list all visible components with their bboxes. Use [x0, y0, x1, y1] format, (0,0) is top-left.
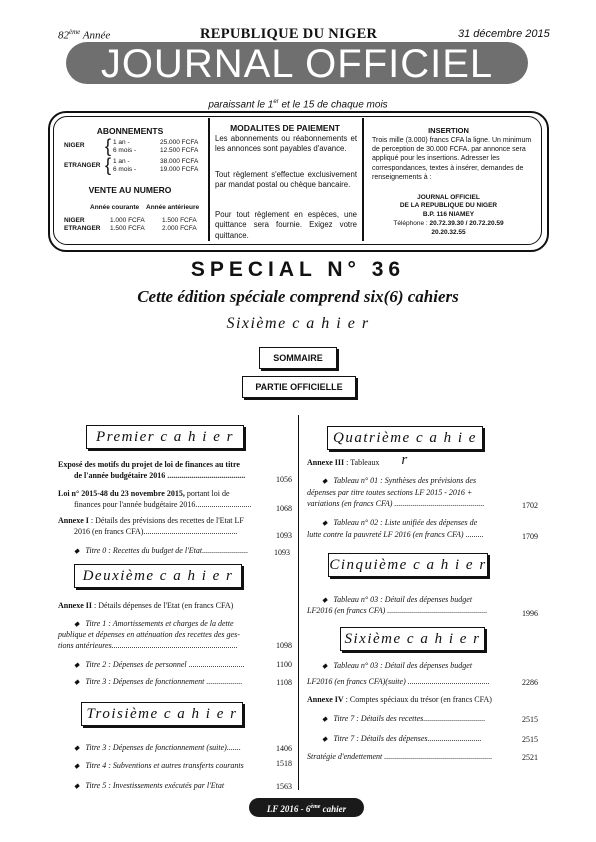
insertion-addr3: B.P. 116 NIAMEY — [422, 211, 475, 218]
brace: { — [105, 136, 112, 156]
toc-annexe4: Annexe IV : Comptes spéciaux du trésor (en francs CFA) — [307, 695, 492, 704]
journal-title: JOURNAL OFFICIEL — [100, 42, 494, 86]
vente-etr-courante: 1.500 FCFA — [110, 225, 145, 232]
abo-etr-1an-label: 1 an - — [113, 158, 130, 165]
toc-tableau3-2: LF2016 (en francs CFA) .................................................. — [307, 606, 488, 615]
frequency-line: paraissant le 1er et le 15 de chaque mois — [208, 99, 388, 111]
special-title: SPECIAL N° 36 — [190, 258, 406, 281]
vente-title: VENTE AU NUMERO — [88, 185, 172, 195]
toc-page: 1406 — [276, 744, 292, 753]
toc-page: 1108 — [276, 678, 292, 687]
toc-titre3: ◆ Titre 3 : Dépenses de fonctionnement .................. — [74, 677, 243, 686]
toc-page: 1093 — [274, 548, 290, 557]
abo-etr-1an-price: 38.000 FCFA — [160, 158, 199, 165]
toc-page: 2515 — [522, 735, 538, 744]
toc-page: 1996 — [522, 609, 538, 618]
brace: { — [105, 155, 112, 175]
abo-etr-6mois-label: 6 mois - — [113, 166, 137, 173]
insertion-addr1: JOURNAL OFFICIEL — [417, 194, 480, 201]
vente-etranger-label: ETRANGER — [64, 225, 101, 232]
toc-page: 2515 — [522, 715, 538, 724]
year-label: 82ème Année — [58, 28, 111, 42]
insertion-phone: Téléphone : 20.72.39.30 / 20.72.20.59 — [393, 220, 504, 227]
abo-niger-1an-label: 1 an - — [113, 139, 130, 146]
toc-page: 1068 — [276, 504, 292, 513]
toc-titre0: ◆ Titre 0 : Recettes du budget de l'Etat....................... — [74, 546, 249, 555]
toc-annexe2: Annexe II : Détails dépenses de l'Etat (en francs CFA) — [58, 601, 234, 610]
toc-titre1-3: tions antérieures............................................................... — [58, 641, 238, 650]
toc-loi-2: finances pour l'année budgétaire 2016............................ — [74, 500, 252, 509]
toc-tableau3: ◆ Tableau n° 03 : Détail des dépenses budget — [322, 595, 473, 604]
insertion-phone2: 20.20.32.55 — [431, 229, 466, 236]
toc-page: 2286 — [522, 678, 538, 687]
toc-page: 1563 — [276, 782, 292, 791]
republic-title: REPUBLIQUE DU NIGER — [200, 26, 378, 42]
toc-page: 1518 — [276, 759, 292, 768]
premier-cahier-box: Premier c a h i e r — [86, 425, 244, 449]
toc-page: 1093 — [276, 531, 292, 540]
info-divider-1 — [208, 118, 210, 241]
toc-titre1: ◆ Titre 1 : Amortissements et charges de la dette — [74, 619, 234, 628]
info-divider-2 — [362, 118, 364, 241]
modalites-title: MODALITES DE PAIEMENT — [230, 123, 340, 133]
vente-niger-label: NIGER — [64, 217, 85, 224]
modalites-p1: Les abonnements ou réabonnements et les annonces sont payables d'avance. — [215, 134, 357, 154]
toc-annexe1: Annexe I : Détails des prévisions des recettes de l'Etat LF — [58, 516, 244, 525]
toc-page: 1098 — [276, 641, 292, 650]
toc-strategie: Stratégie d'endettement ...................................................... — [307, 752, 493, 761]
abo-etranger-label: ETRANGER — [64, 162, 101, 169]
vente-etr-anterieure: 2.000 FCFA — [162, 225, 197, 232]
toc-titre4: ◆ Titre 4 : Subventions et autres transferts courants — [74, 761, 244, 770]
issue-date: 31 décembre 2015 — [458, 28, 550, 40]
cinquieme-cahier-box: Cinquième c a h i e r — [328, 553, 488, 577]
column-divider — [298, 415, 299, 790]
toc-titre1-2: publique et dépenses en atténuation des recettes des ges- — [58, 630, 240, 639]
toc-loi: Loi n° 2015-48 du 23 novembre 2015, portant loi de — [58, 489, 230, 498]
modalites-p2: Tout règlement s'effectue exclusivement par mandat postal ou chèque bancaire. — [215, 170, 357, 190]
cahier-subtitle: Sixième c a h i e r — [226, 315, 370, 332]
vente-col-anterieure: Année antérieure — [146, 204, 200, 211]
toc-page: 1702 — [522, 501, 538, 510]
toc-tableau3-suite-2: LF2016 (en francs CFA)(suite) ......................................... — [307, 677, 490, 686]
toc-expose-2: de l'année budgétaire 2016 ....................................... — [74, 471, 246, 480]
toc-page: 2521 — [522, 753, 538, 762]
modalites-p3: Pour tout règlement en espèces, une quittance sera fournie. Exigez votre quittance. — [215, 210, 357, 240]
toc-tableau3-suite: ◆ Tableau n° 03 : Détail des dépenses budget — [322, 661, 473, 670]
toc-tableau1-3: variations (en francs CFA) ............................................. — [307, 499, 485, 508]
toc-titre7-depenses: ◆ Titre 7 : Détails des dépenses........................... — [322, 734, 482, 743]
toc-tableau1-2: dépenses par titre toutes sections LF 2015 - 2016 + — [307, 488, 473, 497]
toc-titre7-recettes: ◆ Titre 7 : Détails des recettes............................... — [322, 714, 486, 723]
insertion-text: Trois mille (3.000) francs CFA la ligne. Un minimum de perception de 30.000 FCFA. par annonce sera appliqué pour les insertions. Adresser les correspondances, textes à insérer, demandes de renseignements à : — [372, 137, 532, 181]
toc-titre2: ◆ Titre 2 : Dépenses de personnel ............................ — [74, 660, 245, 669]
abonnements-title: ABONNEMENTS — [96, 126, 164, 136]
toc-tableau2: ◆ Tableau n° 02 : Liste unifiée des dépenses de — [322, 518, 478, 527]
toc-expose: Exposé des motifs du projet de loi de finances au titre — [58, 460, 240, 469]
toc-titre3-suite: ◆ Titre 3 : Dépenses de fonctionnement (suite)....... — [74, 743, 241, 752]
abo-niger-1an-price: 25.000 FCFA — [160, 139, 199, 146]
insertion-addr2: DE LA REPUBLIQUE DU NIGER — [399, 202, 498, 209]
toc-page: 1709 — [522, 532, 538, 541]
abo-niger-6mois-label: 6 mois - — [113, 147, 137, 154]
abo-niger-6mois-price: 12.500 FCFA — [160, 147, 199, 154]
toc-titre5: ◆ Titre 5 : Investissements exécutés par l'Etat — [74, 781, 225, 790]
quatrieme-cahier-box: Quatrième c a h i e r — [327, 426, 483, 450]
toc-annexe1-2: 2016 (en francs CFA)............................................... — [74, 527, 238, 536]
deuxieme-cahier-box: Deuxième c a h i e r — [74, 564, 242, 588]
toc-tableau2-2: lutte contre la pauvreté LF 2016 (en francs CFA) ......... — [307, 530, 484, 539]
footer-badge: LF 2016 - 6ème cahier — [249, 798, 364, 817]
toc-tableau1: ◆ Tableau n° 01 : Synthèses des prévisions des — [322, 476, 477, 485]
insertion-title: INSERTION — [428, 126, 469, 135]
abo-etr-6mois-price: 19.000 FCFA — [160, 166, 199, 173]
partie-officielle-box: PARTIE OFFICIELLE — [242, 376, 356, 398]
toc-page: 1100 — [276, 660, 292, 669]
abo-niger-label: NIGER — [64, 142, 85, 149]
vente-niger-anterieure: 1.500 FCFA — [162, 217, 197, 224]
sommaire-box: SOMMAIRE — [259, 347, 337, 369]
vente-niger-courante: 1.000 FCFA — [110, 217, 145, 224]
toc-page: 1056 — [276, 475, 292, 484]
edition-line: Cette édition spéciale comprend six(6) cahiers — [137, 287, 459, 306]
troisieme-cahier-box: Troisième c a h i e r — [81, 702, 243, 726]
sixieme-cahier-box: Sixième c a h i e r — [340, 627, 485, 651]
toc-annexe3: Annexe III : Tableaux — [307, 458, 380, 467]
vente-col-courante: Année courante — [90, 204, 140, 211]
